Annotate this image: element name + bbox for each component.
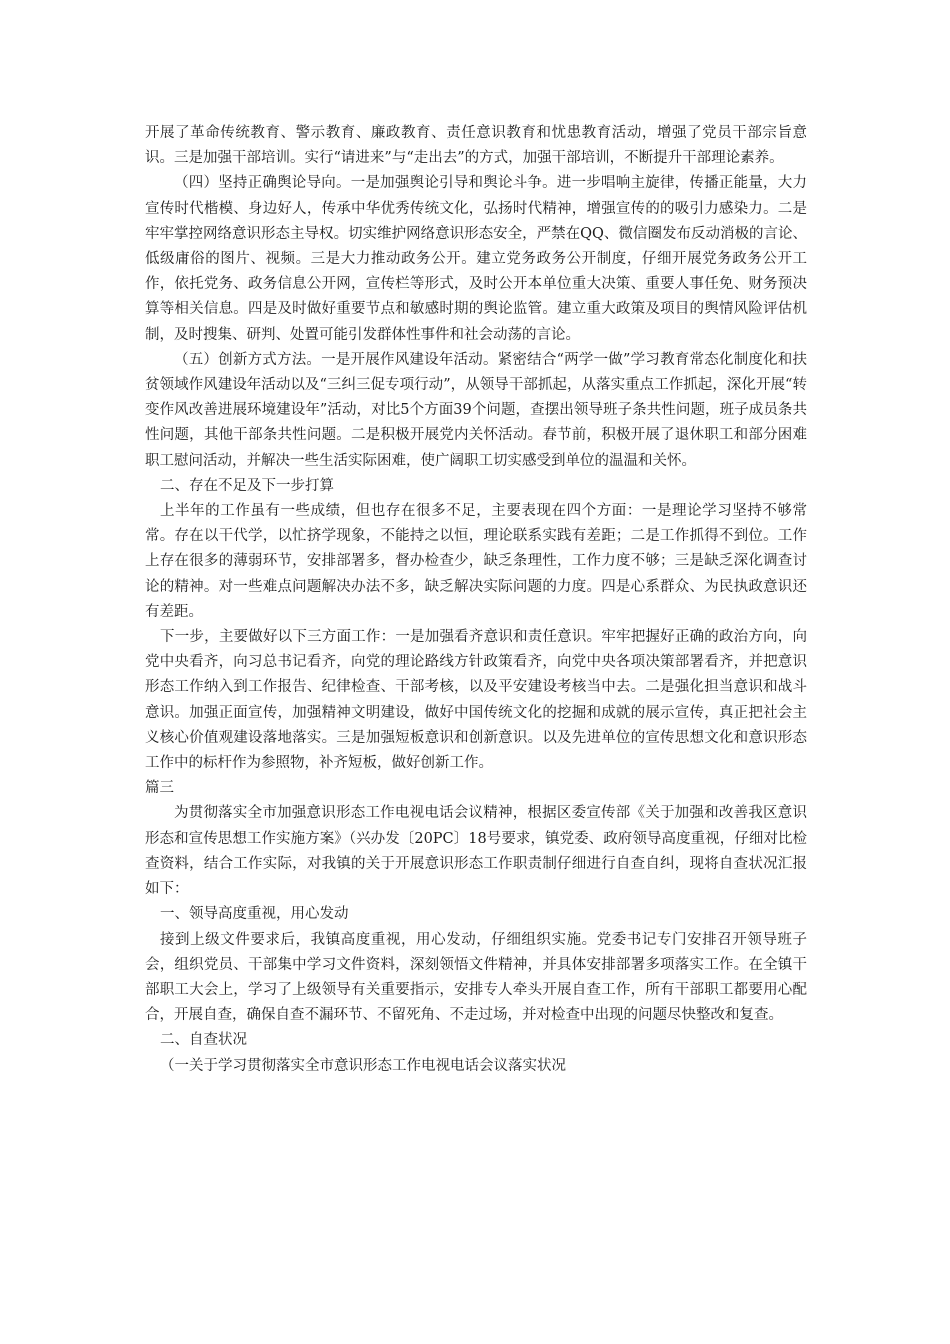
paragraph-4: 上半年的工作虽有一些成绩，但也存在很多不足，主要表现在四个方面：一是理论学习坚持不够常常。存在以干代学，以忙挤学现象，不能持之以恒，理论联系实践有差距；二是工作抓得不到位。工作上存在很多的薄弱环节，安排部署多，督办检查少，缺乏条理性，工作力度不够；三是缺乏深化调查讨论的精神。对一些难点问题解决办法不多，缺乏解决实际问题的力度。四是心系群众、为民执政意识还有差距。: [145, 503, 807, 620]
paragraph-6: 为贯彻落实全市加强意识形态工作电视电话会议精神，根据区委宣传部《关于加强和改善我区意识形态和宣传思想工作实施方案》（兴办发〔20PC〕18号要求，镇党委、政府领导高度重视，仔细对比检查资料，结合工作实际，对我镇的关于开展意识形态工作职责制仔细进行自查自纠，现将自查状况汇报如下：: [145, 805, 807, 898]
paragraph-1: 开展了革命传统教育、警示教育、廉政教育、责任意识教育和忧患教育活动，增强了党员干部宗旨意识。三是加强干部培训。实行“请进来”与“走出去”的方式，加强干部培训，不断提升干部理论素养。: [145, 125, 807, 167]
section-heading-shortcomings: 二、存在不足及下一步打算: [160, 477, 334, 494]
paragraph-3: （五）创新方式方法。一是开展作风建设年活动。紧密结合“两学一做”学习教育常态化制度化和扶贫领域作风建设年活动以及“三纠三促专项行动”，从领导干部抓起，从落实重点工作抓起，深化开展“转变作风改善进展环境建设年”活动，对比5个方面39个问题，查摆出领导班子条共性问题，班子成员条共性问题，其他干部条共性问题。二是积极开展党内关怀活动。春节前，积极开展了退休职工和部分困难职工慰问活动，并解决一些生活实际困难，使广阔职工切实感受到单位的温温和关怀。: [145, 351, 807, 469]
chapter-title: 篇三: [145, 780, 174, 797]
section-heading-leadership: 一、领导高度重视，用心发动: [160, 906, 349, 923]
paragraph-2: （四）坚持正确舆论导向。一是加强舆论引导和舆论斗争。进一步唱响主旋律，传播正能量，大力宣传时代楷模、身边好人，传承中华优秀传统文化，弘扬时代精神，增强宣传的的吸引力感染力。二是牢牢掌控网络意识形态主导权。切实维护网络意识形态安全，严禁在QQ、微信圈发布反动消极的言论、低级庸俗的图片、视频。三是大力推动政务公开。建立党务政务公开制度，仔细开展党务政务公开工作，依托党务、政务信息公开网，宣传栏等形式，及时公开本单位重大决策、重要人事任免、财务预决算等相关信息。四是及时做好重要节点和敏感时期的舆论监管。建立重大政策及项目的舆情风险评估机制，及时搜集、研判、处置可能引发群体性事件和社会动荡的言论。: [145, 175, 807, 343]
subsection-heading: （一关于学习贯彻落实全市意识形态工作电视电话会议落实状况: [160, 1057, 566, 1074]
document-body: [145, 121, 807, 1079]
paragraph-5: 下一步，主要做好以下三方面工作：一是加强看齐意识和责任意识。牢牢把握好正确的政治方向，向党中央看齐，向习总书记看齐，向党的理论路线方针政策看齐，向党中央各项决策部署看齐，并把意识形态工作纳入到工作报告、纪律检查、干部考核，以及平安建设考核当中去。二是强化担当意识和战斗意识。加强正面宣传，加强精神文明建设，做好中国传统文化的挖掘和成就的展示宣传，真正把社会主义核心价值观建设落地落实。三是加强短板意识和创新意识。以及先进单位的宣传思想文化和意识形态工作中的标杆作为参照物，补齐短板，做好创新工作。: [145, 629, 807, 772]
section-heading-self-check: 二、自查状况: [160, 1032, 247, 1049]
paragraph-7: 接到上级文件要求后，我镇高度重视，用心发动，仔细组织实施。党委书记专门安排召开领导班子会，组织党员、干部集中学习文件资料，深刻领悟文件精神，并具体安排部署多项落实工作。在全镇干部职工大会上，学习了上级领导有关重要指示，安排专人牵头开展自查工作，所有干部职工都要用心配合，开展自查，确保自查不漏环节、不留死角、不走过场，并对检查中出现的问题尽快整改和复查。: [145, 931, 807, 1024]
